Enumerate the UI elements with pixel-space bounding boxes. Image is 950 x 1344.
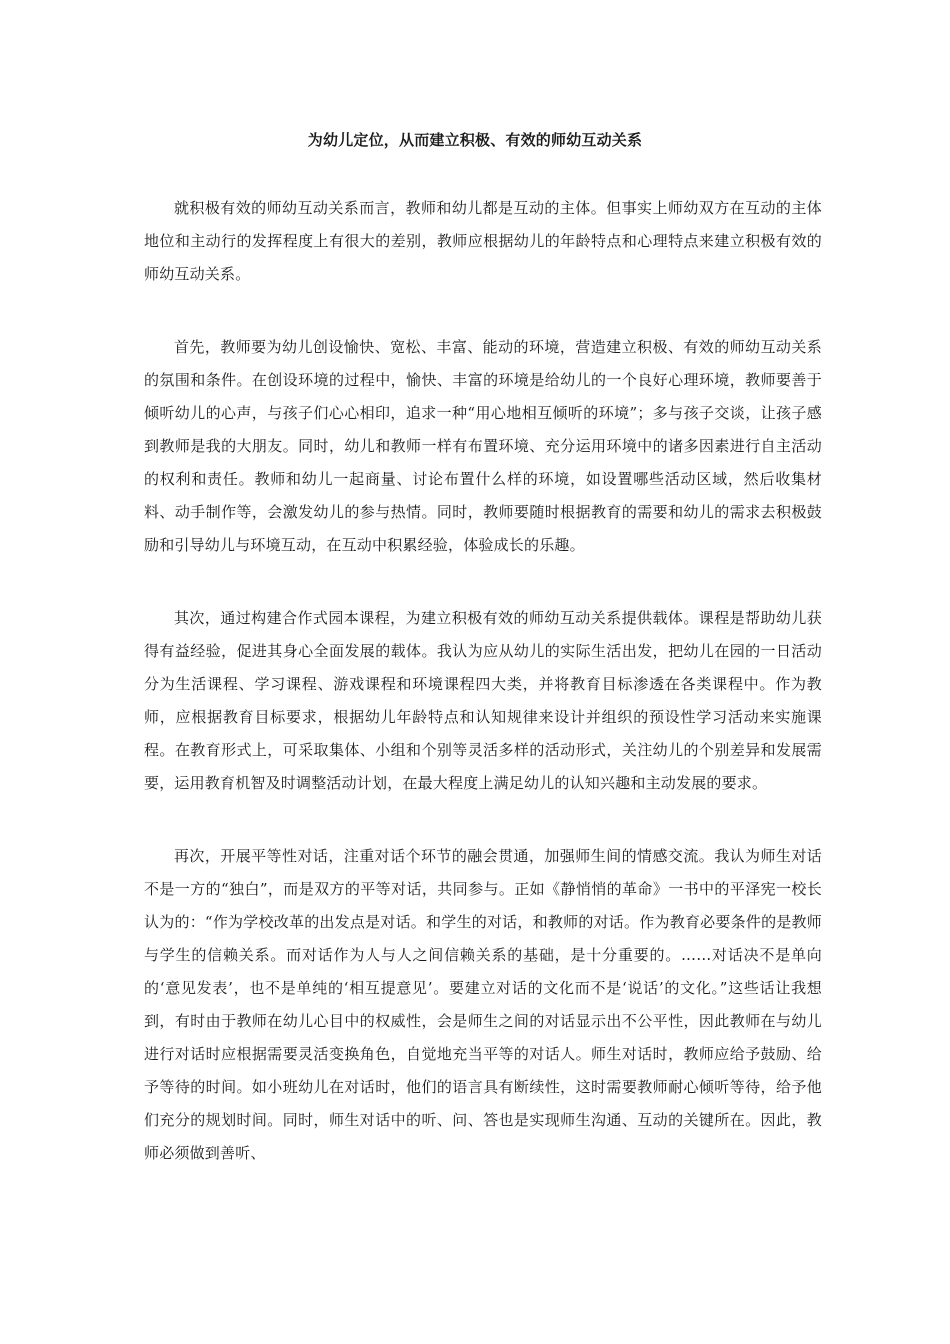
paragraph-first: 首先，教师要为幼儿创设愉快、宽松、丰富、能动的环境，营造建立积极、有效的师幼互动关系的氛围和条件。在创设环境的过程中，愉快、丰富的环境是给幼儿的一个良好心理环境，教师要善于倾听幼儿的心声，与孩子们心心相印，追求一种“用心地相互倾听的环境”；多与孩子交谈，让孩子感到教师是我的大朋友。同时，幼儿和教师一样有布置环境、充分运用环境中的诸多因素进行自主活动的权利和责任。教师和幼儿一起商量、讨论布置什么样的环境，如设置哪些活动区域，然后收集材料、动手制作等，会激发幼儿的参与热情。同时，教师要随时根据教育的需要和幼儿的需求去积极鼓励和引导幼儿与环境互动，在互动中积累经验，体验成长的乐趣。 [144, 338, 822, 554]
paragraph-third: 再次，开展平等性对话，注重对话个环节的融会贯通，加强师生间的情感交流。我认为师生对话不是一方的“独白”，而是双方的平等对话，共同参与。正如《静悄悄的革命》一书中的平泽宪一校长认为的：“作为学校改革的出发点是对话。和学生的对话，和教师的对话。作为教育必要条件的是教师与学生的信赖关系。而对话作为人与人之间信赖关系的基础，是十分重要的。……对话决不是单向的‘意见发表’，也不是单纯的‘相互提意见’。要建立对话的文化而不是‘说话’的文化。”这些话让我想到，有时由于教师在幼儿心目中的权威性，会是师生之间的对话显示出不公平性，因此教师在与幼儿进行对话时应根据需要灵活变换角色，自觉地充当平等的对话人。师生对话时，教师应给予鼓励、给予等待的时间。如小班幼儿在对话时，他们的语言具有断续性，这时需要教师耐心倾听等待，给予他们充分的规划时间。同时，师生对话中的听、问、答也是实现师生沟通、互动的关键所在。因此，教师必须做到善听、 [144, 847, 822, 1162]
paragraph-intro: 就积极有效的师幼互动关系而言，教师和幼儿都是互动的主体。但事实上师幼双方在互动的主体地位和主动行的发挥程度上有很大的差别，教师应根据幼儿的年龄特点和心理特点来建立积极有效的师幼互动关系。 [144, 199, 822, 283]
document-title: 为幼儿定位，从而建立积极、有效的师幼互动关系 [307, 131, 643, 149]
paragraph-second: 其次，通过构建合作式园本课程，为建立积极有效的师幼互动关系提供载体。课程是帮助幼儿获得有益经验，促进其身心全面发展的载体。我认为应从幼儿的实际生活出发，把幼儿在园的一日活动分为生活课程、学习课程、游戏课程和环境课程四大类，并将教育目标渗透在各类课程中。作为教师，应根据教育目标要求，根据幼儿年龄特点和认知规律来设计并组织的预设性学习活动来实施课程。在教育形式上，可采取集体、小组和个别等灵活多样的活动形式，关注幼儿的个别差异和发展需要，运用教育机智及时调整活动计划，在最大程度上满足幼儿的认知兴趣和主动发展的要求。 [144, 609, 822, 792]
document-body [144, 192, 822, 1210]
